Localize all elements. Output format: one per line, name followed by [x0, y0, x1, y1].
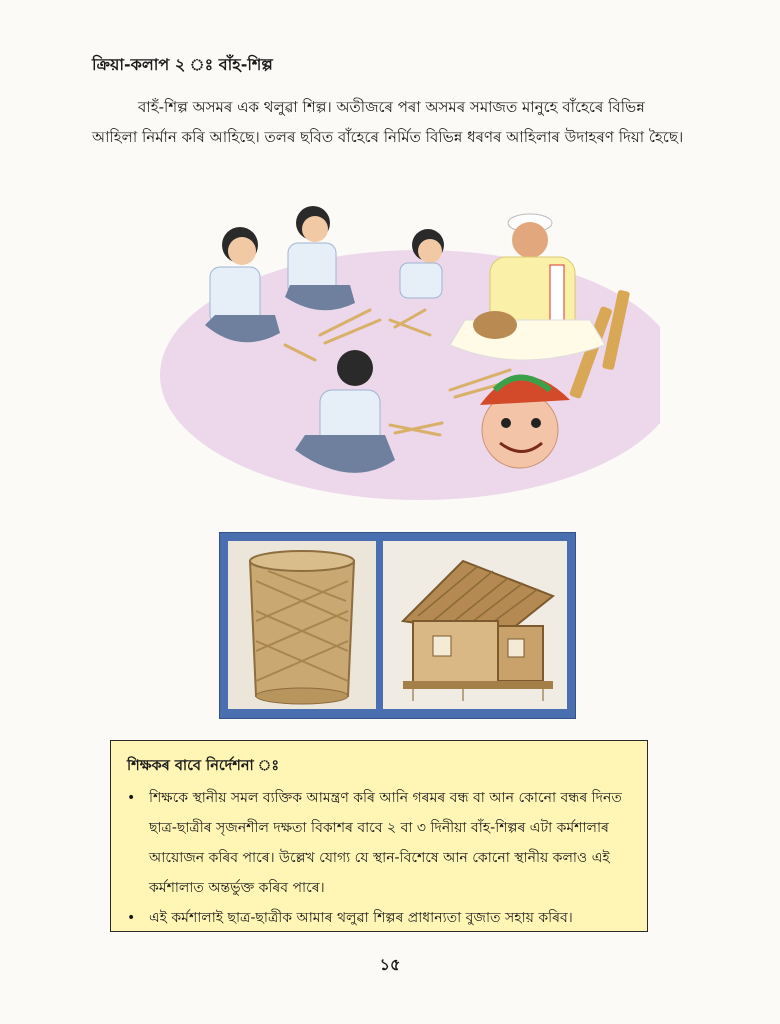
page-number: ১৫ — [379, 955, 401, 974]
bullet-icon: • — [127, 790, 136, 806]
bullet-icon: • — [127, 910, 136, 926]
bamboo-basket-photo — [228, 541, 376, 709]
intro-paragraph: বাহঁ-শিল্প অসমৰ এক থলুৱা শিল্প। অতীজৰে পৰা অসমৰ সমাজত মানুহে বাঁহেৰে বিভিন্ন আহিলা নিৰ্মান কৰি আহিছে। তলৰ ছবিত বাঁহেৰে নিৰ্মিত বিভিন্ন ধৰণৰ আহিলাৰ উদাহৰণ দিয়া হৈছে। — [92, 98, 684, 146]
list-item: • এই কৰ্মশালাই ছাত্ৰ-ছাত্ৰীক আমাৰ থলুৱা শিল্পৰ প্ৰাধান্যতা বুজাত সহায় কৰিব। — [127, 903, 633, 933]
bamboo-house-model-photo — [383, 541, 567, 709]
activity-heading: ক্রিয়া-কলাপ ২ ঃ বাঁহ-শিল্প — [92, 55, 273, 74]
teacher-instruction-list — [127, 783, 633, 933]
list-item: • শিক্ষকে স্থানীয় সমল ব্যক্তিক আমন্ত্ৰণ কৰি আনি গৰমৰ বন্ধ বা আন কোনো বন্ধৰ দিনত ছাত্ৰ-ছাত্ৰীৰ সৃজনশীল দক্ষতা বিকাশৰ বাবে ২ বা ৩ দিনীয়া বাঁহ-শিল্পৰ এটা কৰ্মশালাৰ আয়োজন কৰিব পাৰে। উল্লেখ যোগ্য যে স্থান-বিশেষে আন কোনো স্থানীয় কলাও এই কৰ্মশালাত অন্তৰ্ভুক্ত কৰিব পাৰে। — [127, 783, 633, 903]
bamboo-craft-illustration — [150, 185, 660, 515]
teacher-instruction-box — [110, 740, 648, 932]
teacher-instruction-title: শিক্ষকৰ বাবে নিৰ্দেশনা ঃ — [127, 758, 280, 774]
bamboo-products-photos — [219, 532, 576, 719]
